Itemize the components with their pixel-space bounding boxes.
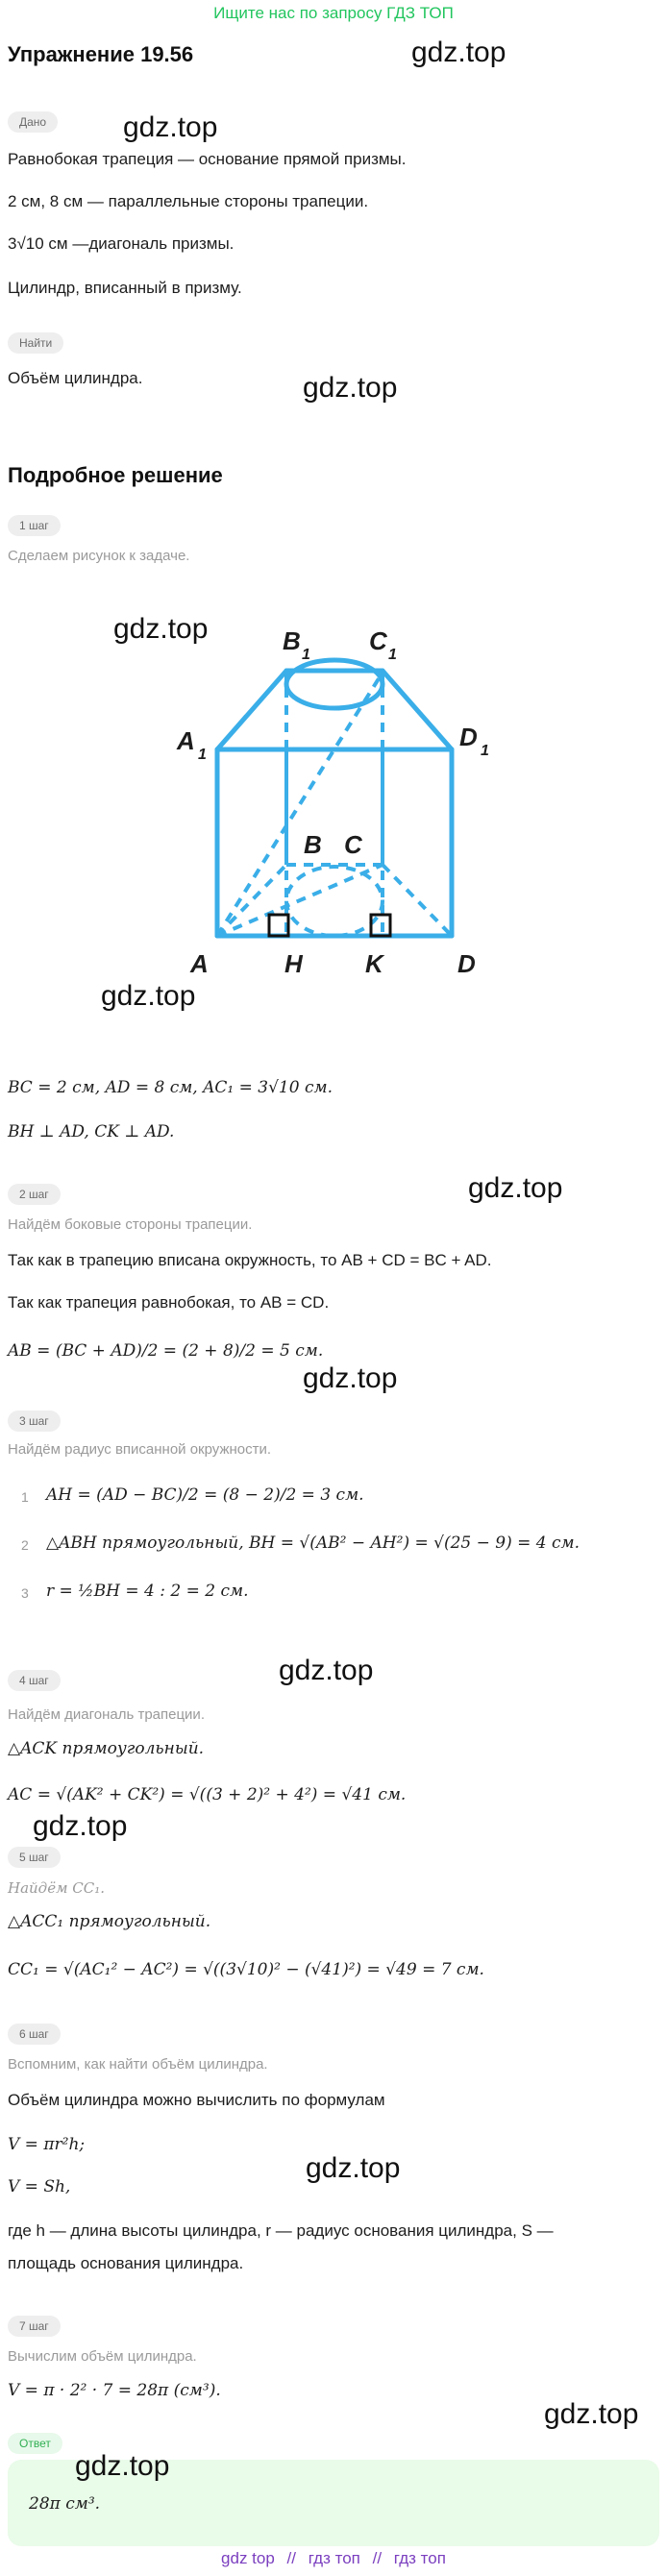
footer-separator: //: [286, 2549, 296, 2567]
watermark: gdz.top: [101, 980, 196, 1012]
label-sub: 1: [481, 743, 489, 759]
search-banner[interactable]: Ищите нас по запросу ГДЗ ТОП: [213, 4, 454, 22]
solution-title: Подробное решение: [8, 463, 223, 487]
edge-C1D1: [383, 671, 452, 749]
edge-CD: [383, 865, 452, 936]
diagonal-AC1: [217, 673, 383, 936]
find-text: Объём цилиндра.: [8, 369, 143, 387]
step-description: Найдём радиус вписанной окружности.: [8, 1441, 272, 1458]
watermark: gdz.top: [279, 1655, 374, 1686]
label-sub: 1: [198, 747, 207, 763]
step3-line: △ABH прямоугольный, BH = √(AB² − AH²) = √(25 − 9) = 4 см.: [46, 1533, 581, 1553]
label-C1: C: [369, 626, 387, 655]
step6-line: площадь основания цилиндра.: [8, 2254, 244, 2272]
label-sub: 1: [302, 647, 310, 663]
step5-line: CC₁ = √(AC₁² − AC²) = √((3√10)² − (√41)²) = √49 = 7 см.: [8, 1960, 484, 1979]
step2-line: AB = (BC + AD)/2 = (2 + 8)/2 = 5 см.: [8, 1341, 324, 1361]
step1-line: BH ⊥ AD, CK ⊥ AD.: [8, 1122, 175, 1141]
given-badge: Дано: [8, 111, 58, 133]
prism-figure: [163, 615, 529, 980]
label-B1: B: [283, 626, 301, 655]
page-title: Упражнение 19.56: [8, 42, 194, 66]
footer-links: [0, 2549, 667, 2568]
edge-A1B1: [217, 671, 286, 749]
footer-link[interactable]: гдз топ: [308, 2549, 360, 2567]
step-description: Сделаем рисунок к задаче.: [8, 548, 190, 564]
step-description: Найдём CC₁.: [8, 1879, 106, 1897]
step-badge: 2 шаг: [8, 1184, 61, 1205]
step-badge: 7 шаг: [8, 2316, 61, 2337]
step-badge: 4 шаг: [8, 1670, 61, 1691]
list-number: 3: [21, 1585, 29, 1601]
answer-badge: Ответ: [8, 2433, 62, 2454]
find-badge: Найти: [8, 332, 63, 354]
label-D1: D: [459, 723, 478, 751]
label-C: C: [344, 830, 362, 859]
watermark: gdz.top: [303, 1362, 398, 1394]
step3-line: AH = (AD − BC)/2 = (8 − 2)/2 = 3 см.: [46, 1485, 364, 1505]
watermark: gdz.top: [123, 111, 218, 143]
step-badge: 5 шаг: [8, 1847, 61, 1868]
edge-AB: [217, 865, 286, 936]
label-A1: A: [177, 726, 195, 755]
step1-line: BC = 2 см, AD = 8 см, AC₁ = 3√10 см.: [8, 1078, 333, 1097]
step6-line: V = Sh,: [8, 2177, 71, 2196]
step6-line: где h — длина высоты цилиндра, r — радиус основания цилиндра, S —: [8, 2221, 554, 2240]
step-badge: 3 шаг: [8, 1411, 61, 1432]
step-description: Найдём боковые стороны трапеции.: [8, 1216, 253, 1233]
given-item: 3√10 см —диагональ призмы.: [8, 234, 235, 253]
top-circle: [286, 660, 383, 708]
watermark: gdz.top: [468, 1172, 563, 1204]
step2-line: Так как трапеция равнобокая, то AB = CD.: [8, 1293, 330, 1312]
step6-line: V = πr²h;: [8, 2135, 86, 2154]
step5-line: △ACC₁ прямоугольный.: [8, 1912, 211, 1931]
label-sub: 1: [388, 647, 397, 663]
watermark: gdz.top: [303, 372, 398, 404]
step6-line: Объём цилиндра можно вычислить по формулам: [8, 2091, 385, 2109]
step4-line: AC = √(AK² + CK²) = √((3 + 2)² + 4²) = √41 см.: [8, 1785, 407, 1804]
watermark: gdz.top: [544, 2398, 639, 2430]
watermark: gdz.top: [411, 37, 506, 68]
label-B: B: [304, 830, 322, 859]
given-item: 2 см, 8 см — параллельные стороны трапеции.: [8, 192, 369, 210]
watermark: gdz.top: [113, 613, 209, 645]
step-badge: 1 шаг: [8, 515, 61, 536]
step3-line: r = ½BH = 4 : 2 = 2 см.: [46, 1582, 249, 1601]
step4-line: △ACK прямоугольный.: [8, 1739, 205, 1758]
step-description: Найдём диагональ трапеции.: [8, 1706, 205, 1723]
watermark: gdz.top: [306, 2152, 401, 2184]
list-number: 1: [21, 1489, 29, 1505]
label-A: A: [190, 949, 209, 978]
footer-link[interactable]: гдз топ: [393, 2549, 446, 2567]
label-D: D: [457, 949, 476, 978]
step7-line: V = π · 2² · 7 = 28π (см³).: [8, 2381, 221, 2400]
given-item: Равнобокая трапеция — основание прямой призмы.: [8, 150, 407, 168]
list-number: 2: [21, 1537, 29, 1553]
watermark: gdz.top: [75, 2450, 170, 2482]
label-K: K: [365, 949, 383, 978]
step-description: Вычислим объём цилиндра.: [8, 2348, 197, 2365]
watermark: gdz.top: [33, 1810, 128, 1842]
step2-line: Так как в трапецию вписана окружность, то AB + CD = BC + AD.: [8, 1251, 492, 1269]
step-badge: 6 шаг: [8, 2024, 61, 2045]
label-H: H: [284, 949, 303, 978]
step-description: Вспомним, как найти объём цилиндра.: [8, 2056, 268, 2073]
footer-separator: //: [372, 2549, 383, 2567]
answer-text: 28π см³.: [29, 2494, 101, 2514]
given-item: Цилиндр, вписанный в призму.: [8, 279, 242, 297]
footer-link[interactable]: gdz top: [221, 2549, 275, 2567]
